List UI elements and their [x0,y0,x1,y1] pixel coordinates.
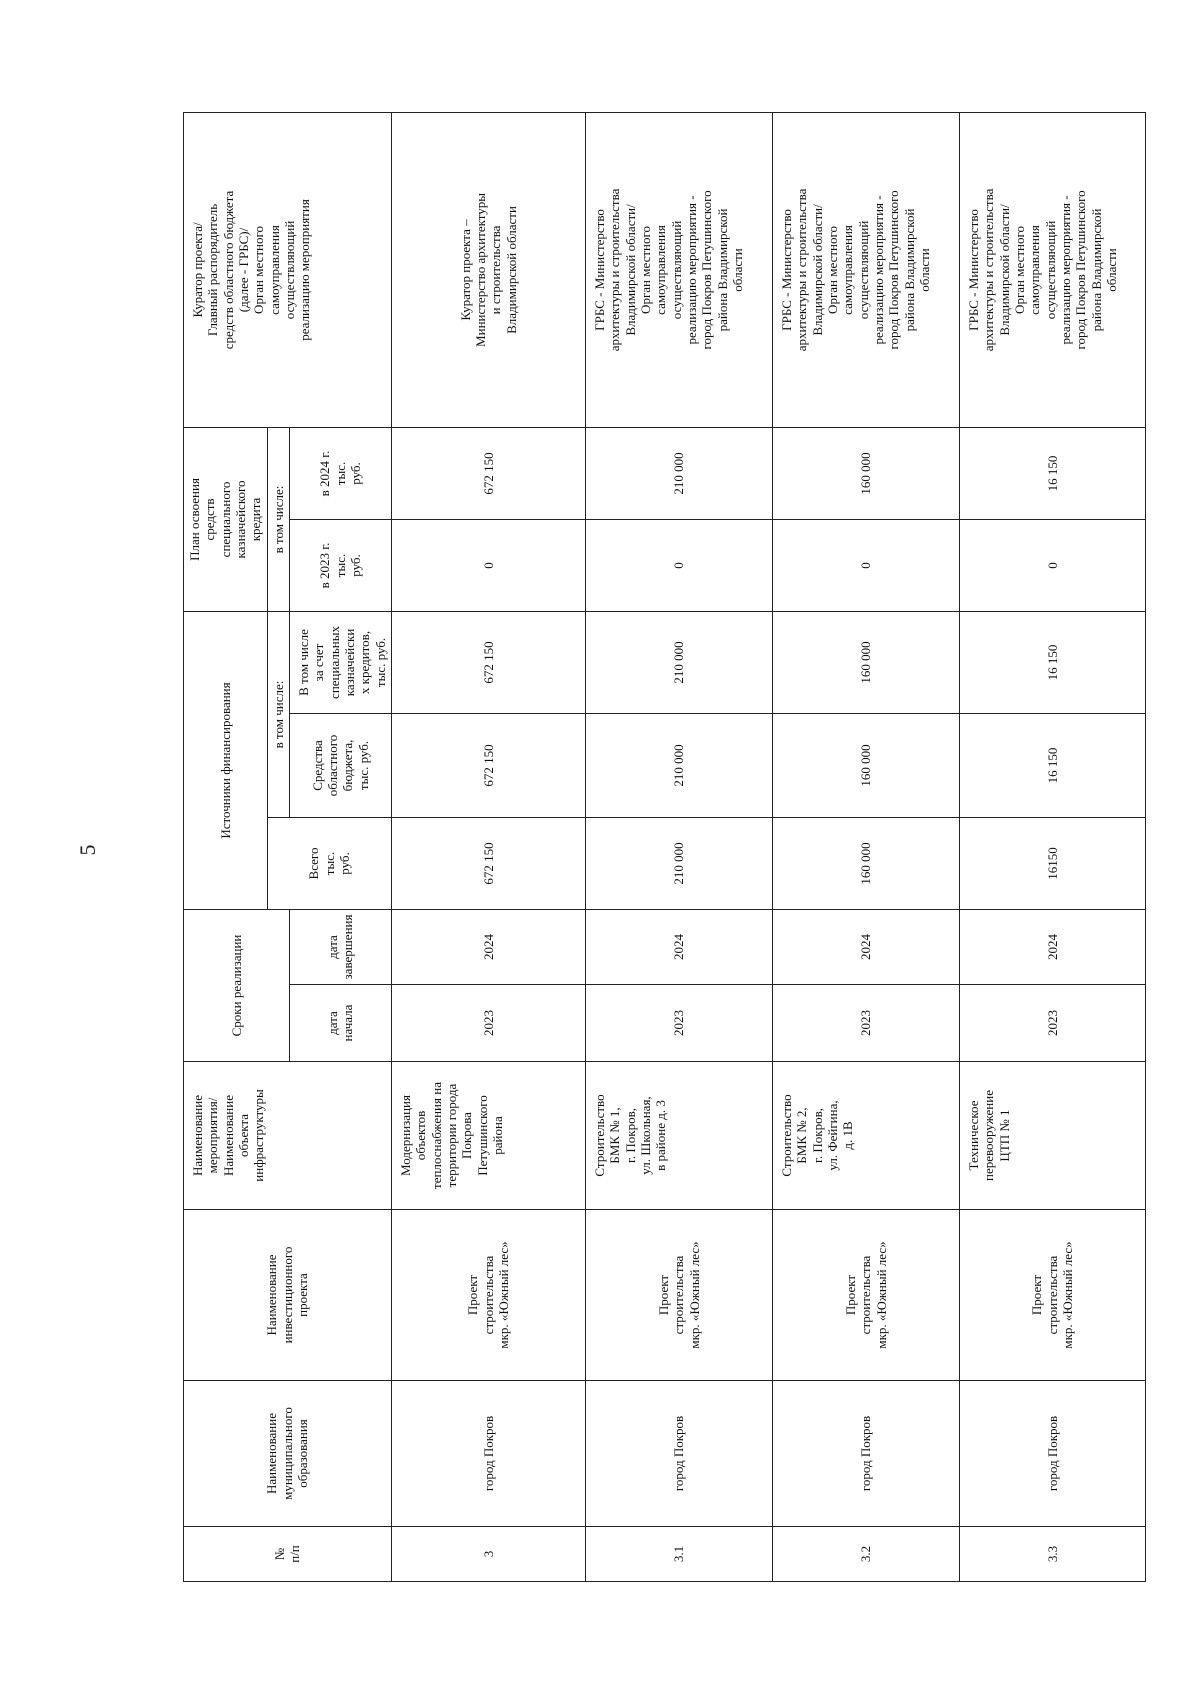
header-end: дата завершения [289,909,391,984]
cell-municipality: город Покров [585,1381,772,1527]
cell-end: 2024 [391,909,585,984]
cell-y2023: 0 [959,519,1145,611]
header-y2024: в 2024 г. тыс. руб. [289,427,391,519]
cell-start: 2023 [391,985,585,1062]
header-sources: Источники финансирования [184,611,268,909]
header-y2023: в 2023 г. тыс. руб. [289,519,391,611]
cell-total: 16150 [959,817,1145,909]
header-start: дата начала [289,985,391,1062]
cell-municipality: город Покров [391,1381,585,1527]
cell-num: 3.3 [959,1527,1145,1582]
cell-end: 2024 [585,909,772,984]
header-municipality: Наименование муниципального образования [184,1381,392,1527]
cell-total: 672 150 [391,817,585,909]
cell-project: Проект строительства мкр. «Южный лес» [959,1210,1145,1381]
cell-curator: ГРБС - Министерство архитектуры и строительства Владимирской области/ Орган местного самоуправления осуществляющий реализацию мероприятия - город Покров Петушинского района Владимирской области [959,112,1145,427]
header-regional: Средства областного бюджета, тыс. руб. [289,713,391,817]
header-plan: План освоения средств специального казначейского кредита [184,427,268,611]
cell-credits: 210 000 [585,611,772,713]
cell-event: Техническое перевооружение ЦТП № 1 [959,1062,1145,1210]
table-row [391,112,585,1581]
cell-project: Проект строительства мкр. «Южный лес» [585,1210,772,1381]
cell-credits: 16 150 [959,611,1145,713]
cell-regional: 160 000 [772,713,959,817]
cell-project: Проект строительства мкр. «Южный лес» [772,1210,959,1381]
cell-y2024: 210 000 [585,427,772,519]
cell-end: 2024 [959,909,1145,984]
cell-y2023: 0 [772,519,959,611]
cell-curator: ГРБС - Министерство архитектуры и строительства Владимирской области/ Орган местного самоуправления осуществляющий реализацию мероприятия - город Покров Петушинского района Владимирской области [772,112,959,427]
cell-y2023: 0 [391,519,585,611]
cell-regional: 672 150 [391,713,585,817]
table-row [585,112,772,1581]
cell-municipality: город Покров [959,1381,1145,1527]
cell-credits: 672 150 [391,611,585,713]
cell-event: Строительство БМК № 1, г. Покров, ул. Школьная, в районе д. 3 [585,1062,772,1210]
header-plan-incl: в том числе: [267,427,289,611]
rotated-content [183,113,1119,1582]
cell-y2023: 0 [585,519,772,611]
cell-curator: Куратор проекта – Министерство архитектуры и строительства Владимирской области [391,112,585,427]
header-num: № п/п [184,1527,392,1582]
cell-num: 3.2 [772,1527,959,1582]
cell-event: Модернизация объектов теплоснабжения на территории города Покрова Петушинского района [391,1062,585,1210]
cell-start: 2023 [959,985,1145,1062]
header-event: Наименование мероприятия/ Наименование объекта инфраструктуры [184,1062,392,1210]
cell-end: 2024 [772,909,959,984]
cell-y2024: 160 000 [772,427,959,519]
cell-y2024: 16 150 [959,427,1145,519]
cell-total: 210 000 [585,817,772,909]
table-row [959,112,1145,1581]
cell-municipality: город Покров [772,1381,959,1527]
header-credits: В том числе за счет специальных казначейски х кредитов, тыс. руб. [289,611,391,713]
header-total: Всего тыс. руб. [267,817,391,909]
cell-regional: 210 000 [585,713,772,817]
header-project: Наименование инвестиционного проекта [184,1210,392,1381]
cell-total: 160 000 [772,817,959,909]
cell-start: 2023 [585,985,772,1062]
page-number: 5 [75,844,100,856]
cell-regional: 16 150 [959,713,1145,817]
cell-y2024: 672 150 [391,427,585,519]
cell-event: Строительство БМК № 2, г. Покров, ул. Фейгина, д. 1В [772,1062,959,1210]
financing-table [183,112,1146,1582]
header-terms: Сроки реализации [184,909,290,1061]
cell-num: 3 [391,1527,585,1582]
header-incl: в том числе: [267,611,289,817]
cell-start: 2023 [772,985,959,1062]
cell-num: 3.1 [585,1527,772,1582]
cell-project: Проект строительства мкр. «Южный лес» [391,1210,585,1381]
table-row [772,112,959,1581]
header-curator: Куратор проекта/ Главный распорядитель средств областного бюджета (далее - ГРБС)/ Орган местного самоуправления осуществляющий реализацию мероприятия [184,112,392,427]
cell-credits: 160 000 [772,611,959,713]
cell-curator: ГРБС - Министерство архитектуры и строительства Владимирской области/ Орган местного самоуправления осуществляющий реализацию мероприятия - город Покров Петушинского района Владимирской области [585,112,772,427]
